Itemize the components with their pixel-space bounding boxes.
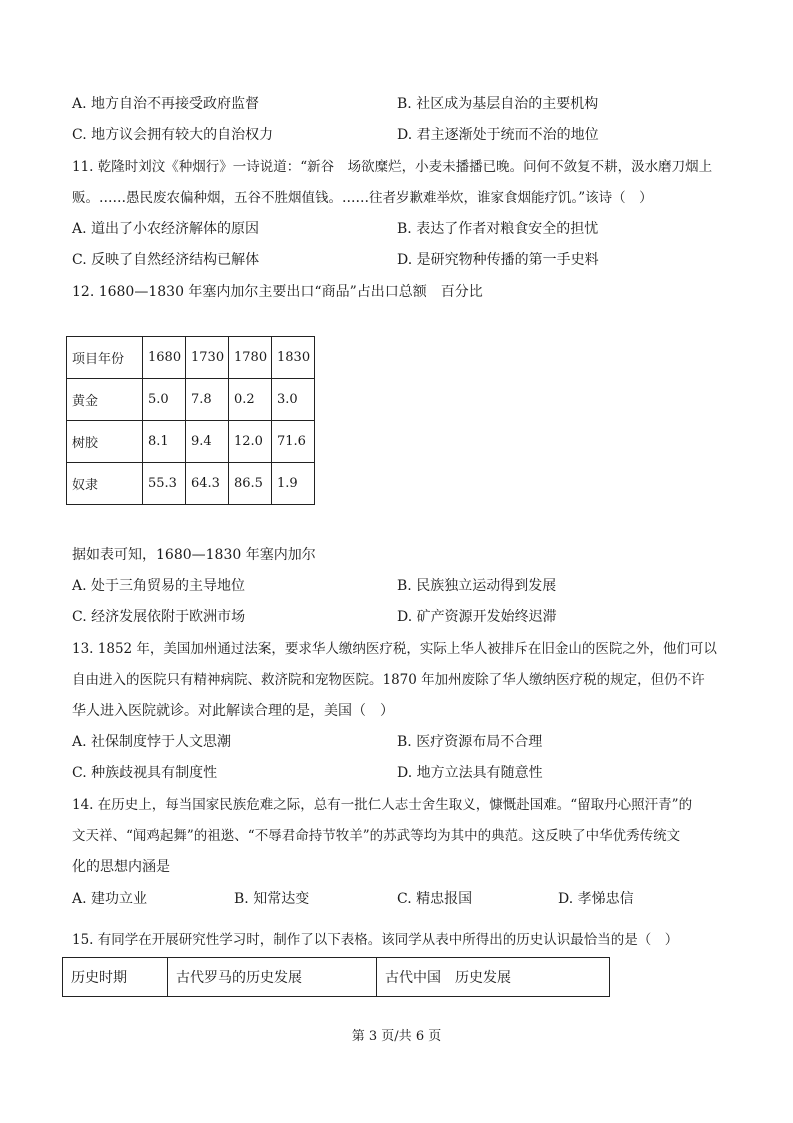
q12-table — [66, 336, 315, 505]
q15-stem: 15. 有同学在开展研究性学习时，制作了以下表格。该同学从表中所得出的历史认识最恰当的是（ ） — [72, 932, 679, 948]
table-cell: 86.5 — [229, 463, 272, 505]
q14-stem-line-1: 14. 在历史上，每当国家民族危难之际，总有一批仁人志士舍生取义，慷慨赴国难。“留取丹心照汗青”的 — [72, 797, 693, 813]
table-cell: 12.0 — [229, 421, 272, 463]
q14-stem-line-3: 化的思想内涵是 — [72, 859, 170, 875]
q10-option-a: A. 地方自治不再接受政府监督 — [72, 96, 260, 112]
q14-option-a: A. 建功立业 — [72, 891, 148, 907]
q13-option-c: C. 种族歧视具有制度性 — [72, 765, 218, 781]
table-cell: 树胶 — [67, 421, 143, 463]
q13-stem-line-3: 华人进入医院就诊。对此解读合理的是，美国（ ） — [72, 703, 394, 719]
q13-option-a: A. 社保制度悖于人文思潮 — [72, 734, 232, 750]
q14-stem-line-2: 文天祥、“闻鸡起舞”的祖逖、“不辱君命持节牧羊”的苏武等均为其中的典范。这反映了中华优秀传统文 — [72, 828, 681, 844]
table-cell: 古代中国 历史发展 — [377, 958, 610, 997]
q13-option-d: D. 地方立法具有随意性 — [397, 765, 543, 781]
table-cell: 5.0 — [143, 379, 186, 421]
table-header-row — [63, 958, 610, 997]
table-cell: 1.9 — [272, 463, 315, 505]
q13-option-b: B. 医疗资源布局不合理 — [397, 734, 543, 750]
table-cell: 古代罗马的历史发展 — [168, 958, 377, 997]
table-cell: 55.3 — [143, 463, 186, 505]
q13-stem-line-1: 13. 1852 年，美国加州通过法案，要求华人缴纳医疗税，实际上华人被排斥在旧金山的医院之外，他们可以 — [72, 641, 717, 657]
q11-stem-line-1: 11. 乾隆时刘汶《种烟行》一诗说道：“新谷 场欲糜烂，小麦未播播已晚。问何不敛复不耕，汲水磨刀烟上 — [72, 159, 713, 175]
q14-option-c: C. 精忠报国 — [397, 891, 473, 907]
table-cell: 9.4 — [186, 421, 229, 463]
table-row — [67, 421, 315, 463]
q11-option-c: C. 反映了自然经济结构已解体 — [72, 252, 260, 268]
table-cell: 项目年份 — [67, 337, 143, 379]
table-header-row — [67, 337, 315, 379]
table-cell: 1730 — [186, 337, 229, 379]
q14-option-b: B. 知常达变 — [234, 891, 310, 907]
q12-conclusion: 据如表可知，1680—1830 年塞内加尔 — [72, 547, 316, 563]
q10-option-d: D. 君主逐渐处于统而不治的地位 — [397, 127, 599, 143]
q10-option-b: B. 社区成为基层自治的主要机构 — [397, 96, 599, 112]
q12-option-c: C. 经济发展依附于欧洲市场 — [72, 609, 246, 625]
q11-option-b: B. 表达了作者对粮食安全的担忧 — [397, 221, 599, 237]
table-cell: 7.8 — [186, 379, 229, 421]
table-cell: 8.1 — [143, 421, 186, 463]
q11-option-a: A. 道出了小农经济解体的原因 — [72, 221, 260, 237]
table-cell: 1830 — [272, 337, 315, 379]
q10-option-c: C. 地方议会拥有较大的自治权力 — [72, 127, 274, 143]
q11-option-d: D. 是研究物种传播的第一手史料 — [397, 252, 599, 268]
q13-stem-line-2: 自由进入的医院只有精神病院、救济院和宠物医院。1870 年加州废除了华人缴纳医疗税的规定，但仍不许 — [72, 672, 705, 688]
table-cell: 71.6 — [272, 421, 315, 463]
table-cell: 3.0 — [272, 379, 315, 421]
table-cell: 历史时期 — [63, 958, 168, 997]
page-number: 第 3 页/共 6 页 — [351, 1029, 442, 1044]
table-row — [67, 379, 315, 421]
q12-option-d: D. 矿产资源开发始终迟滞 — [397, 609, 557, 625]
table-cell: 1780 — [229, 337, 272, 379]
table-cell: 黄金 — [67, 379, 143, 421]
table-cell: 0.2 — [229, 379, 272, 421]
table-cell: 64.3 — [186, 463, 229, 505]
q14-option-d: D. 孝悌忠信 — [558, 891, 634, 907]
table-cell: 1680 — [143, 337, 186, 379]
q12-stem: 12. 1680—1830 年塞内加尔主要出口“商品”占出口总额 百分比 — [72, 284, 483, 300]
table-cell: 奴隶 — [67, 463, 143, 505]
q12-option-b: B. 民族独立运动得到发展 — [397, 578, 557, 594]
table-row — [67, 463, 315, 505]
q15-table — [62, 957, 610, 997]
q11-stem-line-2: 贩。……愚民废农偏种烟，五谷不胜烟值钱。……往者岁歉难举炊，谁家食烟能疗饥。”该诗（ ） — [72, 190, 653, 206]
q12-option-a: A. 处于三角贸易的主导地位 — [72, 578, 246, 594]
